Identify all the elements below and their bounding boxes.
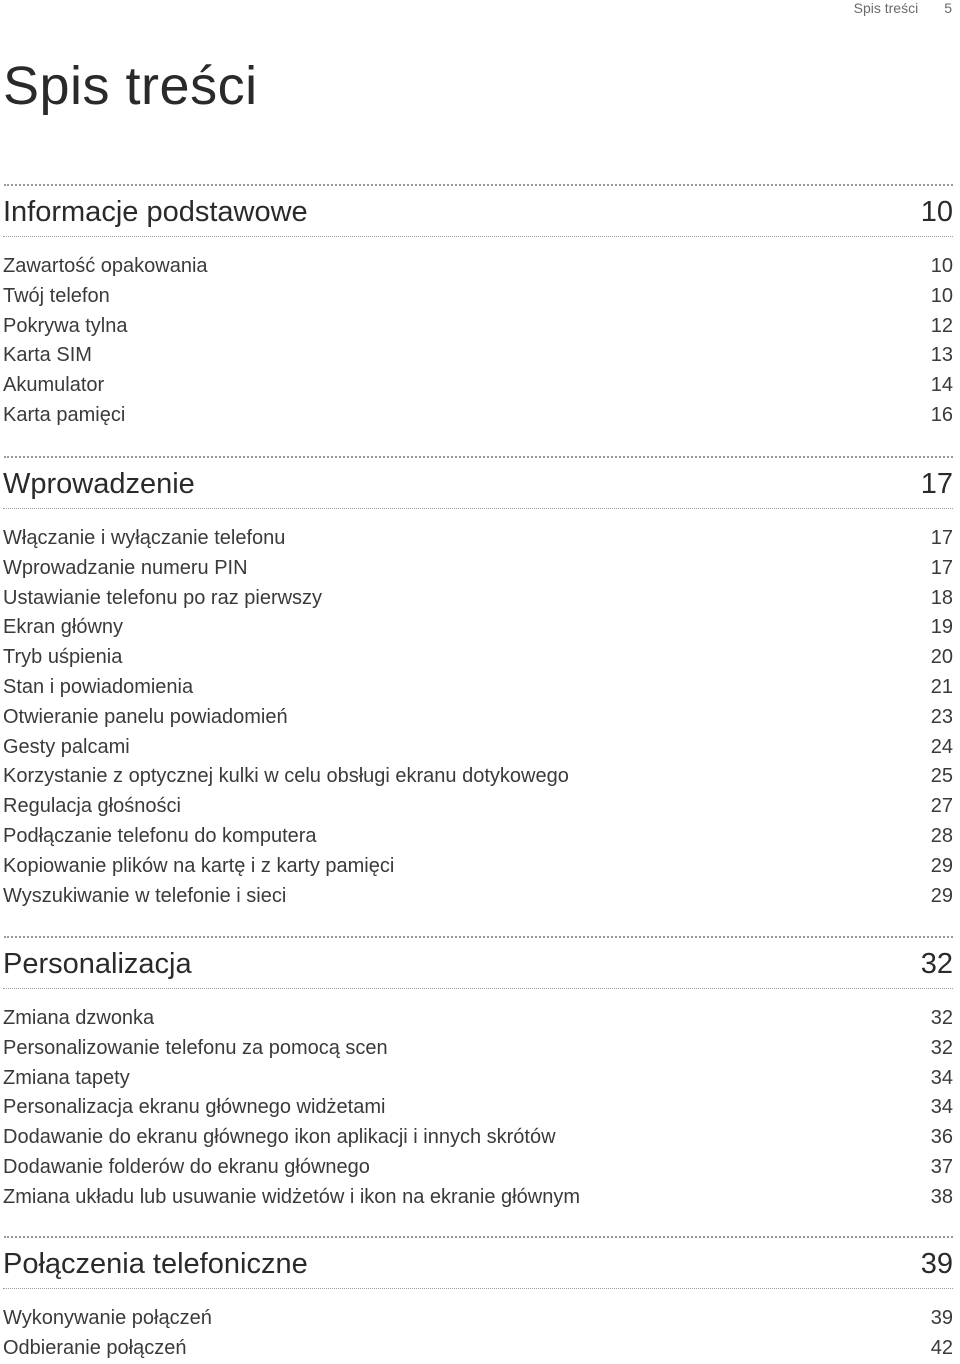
running-header bbox=[854, 0, 952, 14]
toc-entry[interactable] bbox=[3, 643, 953, 673]
page-title: Spis treści bbox=[3, 56, 258, 116]
entry-list bbox=[3, 1304, 953, 1364]
entry-title: Odbieranie połączeń bbox=[3, 1336, 187, 1359]
entry-page-number: 34 bbox=[930, 1066, 953, 1089]
toc-entry[interactable] bbox=[3, 673, 953, 703]
toc-entry[interactable] bbox=[3, 822, 953, 852]
entry-page-number: 20 bbox=[930, 646, 953, 669]
entry-page-number: 19 bbox=[930, 616, 953, 639]
entry-page-number: 27 bbox=[930, 795, 953, 818]
toc-entry[interactable] bbox=[3, 733, 953, 763]
entry-title: Ekran główny bbox=[3, 616, 124, 639]
toc-entry[interactable] bbox=[3, 882, 953, 912]
toc-entry[interactable] bbox=[3, 401, 953, 431]
entry-title: Gesty palcami bbox=[3, 735, 130, 758]
running-header-title: Spis treści bbox=[853, 0, 919, 16]
toc-entry[interactable] bbox=[3, 312, 953, 342]
section-heading[interactable] bbox=[3, 466, 953, 502]
entry-title: Zmiana tapety bbox=[3, 1066, 130, 1089]
entry-page-number: 34 bbox=[930, 1096, 953, 1119]
toc-entry[interactable] bbox=[3, 1123, 953, 1153]
toc-entry[interactable] bbox=[3, 1153, 953, 1183]
entry-title: Akumulator bbox=[3, 374, 105, 397]
toc-entry[interactable] bbox=[3, 762, 953, 792]
section-heading[interactable] bbox=[3, 1246, 953, 1282]
entry-title: Korzystanie z optycznej kulki w celu obsługi ekranu dotykowego bbox=[3, 765, 569, 788]
toc-entry[interactable] bbox=[3, 613, 953, 643]
toc-entry[interactable] bbox=[3, 1034, 953, 1064]
entry-page-number: 17 bbox=[930, 527, 953, 549]
section-divider bbox=[4, 184, 953, 186]
entry-title: Pokrywa tylna bbox=[3, 314, 128, 337]
entry-page-number: 38 bbox=[930, 1185, 953, 1208]
entry-title: Ustawianie telefonu po raz pierwszy bbox=[3, 586, 323, 609]
entry-page-number: 36 bbox=[930, 1126, 953, 1149]
entry-title: Zawartość opakowania bbox=[3, 255, 208, 277]
entry-title: Wprowadzanie numeru PIN bbox=[3, 556, 248, 579]
entry-page-number: 39 bbox=[930, 1307, 953, 1329]
entry-title: Dodawanie do ekranu głównego ikon aplikacji i innych skrótów bbox=[3, 1126, 556, 1149]
entry-page-number: 16 bbox=[930, 403, 953, 426]
entry-title: Karta SIM bbox=[3, 344, 92, 367]
section-title: Personalizacja bbox=[3, 948, 192, 980]
entry-title: Regulacja głośności bbox=[3, 795, 181, 818]
toc-entry[interactable] bbox=[3, 282, 953, 312]
toc-section bbox=[3, 936, 953, 1213]
entry-list bbox=[3, 524, 953, 911]
entry-page-number: 37 bbox=[930, 1155, 953, 1178]
toc-entry[interactable] bbox=[3, 584, 953, 614]
toc-entry[interactable] bbox=[3, 852, 953, 882]
entry-page-number: 29 bbox=[930, 884, 953, 907]
entry-page-number: 18 bbox=[930, 586, 953, 609]
toc-entry[interactable] bbox=[3, 1004, 953, 1034]
section-divider bbox=[4, 1236, 953, 1238]
entry-title: Personalizacja ekranu głównego widżetami bbox=[3, 1096, 386, 1119]
entry-title: Podłączanie telefonu do komputera bbox=[3, 824, 317, 847]
entry-page-number: 14 bbox=[930, 374, 953, 397]
section-title: Wprowadzenie bbox=[3, 468, 195, 500]
section-underline bbox=[3, 1288, 953, 1289]
toc-entry[interactable] bbox=[3, 1093, 953, 1123]
toc-entry[interactable] bbox=[3, 554, 953, 584]
entry-page-number: 21 bbox=[930, 675, 953, 698]
section-underline bbox=[3, 508, 953, 509]
running-header-page-number: 5 bbox=[944, 0, 952, 16]
entry-page-number: 23 bbox=[930, 705, 953, 728]
entry-list bbox=[3, 1004, 953, 1213]
entry-page-number: 32 bbox=[930, 1007, 953, 1029]
entry-list bbox=[3, 252, 953, 431]
entry-page-number: 17 bbox=[930, 556, 953, 579]
entry-title: Stan i powiadomienia bbox=[3, 675, 194, 698]
section-page-number: 17 bbox=[920, 468, 953, 500]
section-heading[interactable] bbox=[3, 194, 953, 230]
entry-title: Karta pamięci bbox=[3, 403, 126, 426]
section-underline bbox=[3, 988, 953, 989]
entry-page-number: 12 bbox=[930, 314, 953, 337]
entry-page-number: 10 bbox=[930, 284, 953, 307]
entry-title: Tryb uśpienia bbox=[3, 646, 123, 669]
entry-title: Twój telefon bbox=[3, 284, 110, 307]
entry-page-number: 10 bbox=[930, 255, 953, 277]
entry-page-number: 28 bbox=[930, 824, 953, 847]
entry-title: Personalizowanie telefonu za pomocą scen bbox=[3, 1036, 388, 1059]
toc-entry[interactable] bbox=[3, 524, 953, 554]
toc-entry[interactable] bbox=[3, 1334, 953, 1364]
section-underline bbox=[3, 236, 953, 237]
toc-entry[interactable] bbox=[3, 1183, 953, 1213]
section-divider bbox=[4, 936, 953, 938]
entry-title: Włączanie i wyłączanie telefonu bbox=[3, 527, 286, 549]
entry-title: Kopiowanie plików na kartę i z karty pamięci bbox=[3, 854, 395, 877]
toc-entry[interactable] bbox=[3, 1304, 953, 1334]
section-title: Informacje podstawowe bbox=[3, 196, 308, 228]
section-page-number: 10 bbox=[920, 196, 953, 228]
section-page-number: 32 bbox=[920, 948, 953, 980]
entry-page-number: 24 bbox=[930, 735, 953, 758]
toc-section bbox=[3, 184, 953, 431]
entry-page-number: 42 bbox=[930, 1336, 953, 1359]
toc-entry[interactable] bbox=[3, 341, 953, 371]
entry-title: Dodawanie folderów do ekranu głównego bbox=[3, 1155, 370, 1178]
entry-title: Wykonywanie połączeń bbox=[3, 1307, 212, 1329]
entry-page-number: 13 bbox=[930, 344, 953, 367]
toc-entry[interactable] bbox=[3, 1064, 953, 1094]
toc-entry[interactable] bbox=[3, 252, 953, 282]
toc-entry[interactable] bbox=[3, 371, 953, 401]
entry-title: Zmiana układu lub usuwanie widżetów i ikon na ekranie głównym bbox=[3, 1185, 580, 1208]
toc-entry[interactable] bbox=[3, 703, 953, 733]
section-page-number: 39 bbox=[920, 1248, 953, 1280]
toc-section bbox=[3, 1236, 953, 1364]
toc-entry[interactable] bbox=[3, 792, 953, 822]
entry-title: Wyszukiwanie w telefonie i sieci bbox=[3, 884, 287, 907]
section-title: Połączenia telefoniczne bbox=[3, 1248, 308, 1280]
entry-title: Zmiana dzwonka bbox=[3, 1007, 155, 1029]
entry-page-number: 32 bbox=[930, 1036, 953, 1059]
entry-page-number: 25 bbox=[930, 765, 953, 788]
section-divider bbox=[4, 456, 953, 458]
toc-section bbox=[3, 456, 953, 911]
entry-page-number: 29 bbox=[930, 854, 953, 877]
entry-title: Otwieranie panelu powiadomień bbox=[3, 705, 288, 728]
section-heading[interactable] bbox=[3, 946, 953, 982]
